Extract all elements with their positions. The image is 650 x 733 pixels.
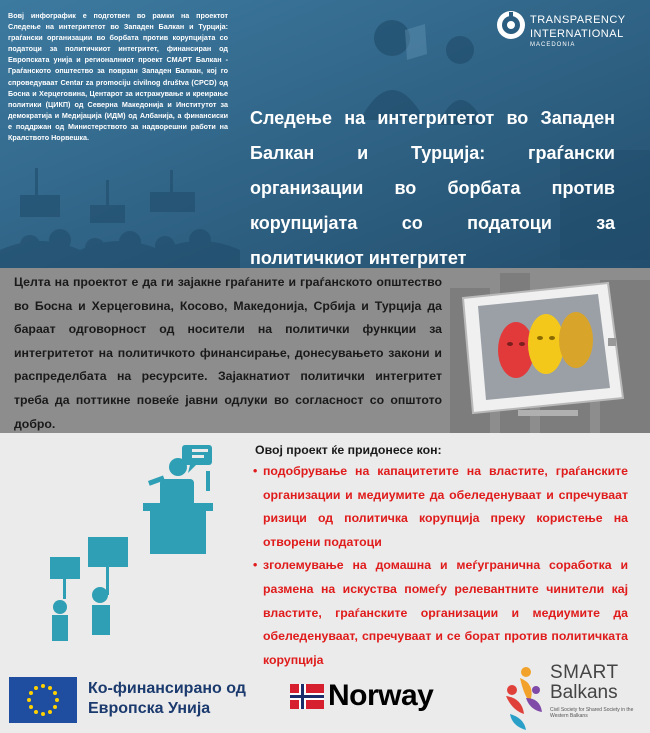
speaker-and-protesters-illustration	[30, 437, 240, 647]
ti-logo-line3: MACEDONIA	[530, 42, 576, 48]
project-goal-text: Целта на проектот е да ги зајакне граѓаните и граѓанското општество во Босна и Херцеговина, Косово, Македонија, Србија и Турција да бараат одговорност од носители на политички функции за интегритетот на политичкото финансирање, донесувањето закони и распределбата на ресурсите. Зајакнатиот политички интегритет треба да поттикне повеќе јавни одлуки во согласност со општото добро.	[14, 275, 442, 431]
ti-logo-line1: TRANSPARENCY	[530, 14, 626, 26]
list-item	[253, 460, 628, 554]
contribution-item-text: зголемување на домашна и меѓугранична соработка и размена на искуства помеѓу релевантните чинители кај властите, граѓанските организации и медиумите да обеледенуваат, спречуваат и се борат против политичката корупција	[263, 558, 628, 667]
goal-band	[0, 268, 650, 433]
eu-cofunding-text	[88, 679, 246, 719]
transparency-international-logo-icon	[496, 10, 526, 40]
contribution-item-text: подобрување на капацитетите на властите, граѓанските организации и медиумите да обеледенуваат и спречуваат ризици од политичка корупција преку користење на отворени податоци	[263, 464, 628, 549]
transparency-international-logo	[496, 10, 646, 56]
eu-text-line1: Ко-финансирано од	[88, 680, 246, 697]
norway-text: Norway	[328, 679, 434, 712]
ti-logo-line2: INTERNATIONAL	[530, 28, 624, 40]
header-band	[0, 0, 650, 268]
bullet-icon: •	[253, 464, 258, 478]
project-intro-text: Вовј инфографик е подготвен во рамки на проектот Следење на интегритетот во Западен Балкан и Турција: граѓански организации во борбата против корупцијата со податоци за политичкиот интегритет, финансиран од Европската унија и регионалниот проект СМАРТ Балкан - Граѓанското општество за поврзан Западен Балкан, кој го спроведуваат Centar za promociju civilnog društva (CPCD) од Босна и Херцеговина, Центарот за истражување и креирање политики (ЦИКП) од Северна Македонија и Институтот за демократија и Медијација (ИДМ) од Албанија, а финансиски е поддржан од Министерството за надворешни работи на Кралството Норвешка.	[8, 11, 228, 143]
smart-balkans-figures-icon	[496, 662, 548, 730]
eu-text-line2: Европска Унија	[88, 700, 211, 717]
bullet-icon: •	[253, 558, 258, 573]
project-title: Следење на интегритетот во Западен Балкан и Турција: граѓански организации во борбата против корупцијата со податоци за политичкиот интегритет	[250, 108, 615, 268]
contribution-list	[253, 460, 628, 672]
smart-logo-line2: Balkans	[550, 682, 618, 703]
smart-logo-line1: SMART	[550, 662, 619, 683]
tv-with-masks-icon	[458, 278, 638, 418]
list-item	[253, 554, 628, 672]
smart-balkans-logo	[496, 662, 646, 730]
eu-flag-icon	[9, 677, 77, 723]
norway-flag-icon	[290, 684, 324, 709]
smart-logo-tagline: Civil Society for Shared Society in the Western Balkans	[550, 707, 634, 719]
contribution-heading: Овој проект ќе придонесе кон:	[255, 443, 442, 457]
